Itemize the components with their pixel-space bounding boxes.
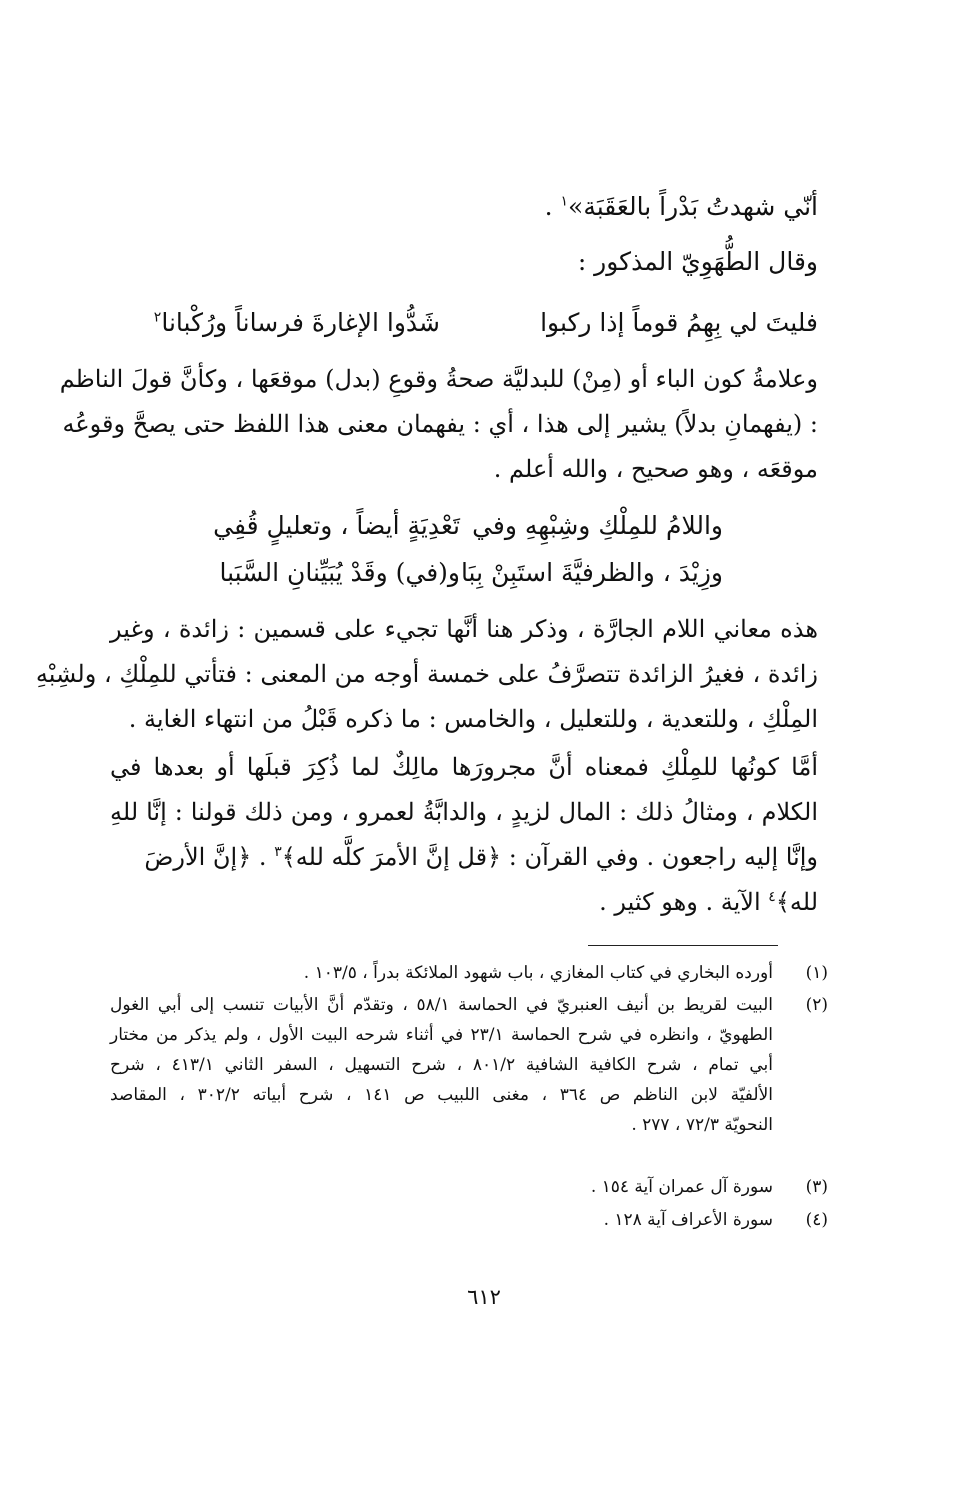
verse1-second-hemistich bbox=[110, 305, 440, 341]
footnote-line: الألفيّة لابن الناظم ص ٣٦٤ ، مغنى اللبيب ص ١٤١ ، شرح أبياته ٣٠٢/٢ ، المقاصد bbox=[110, 1085, 774, 1105]
footnote-separator bbox=[588, 945, 778, 946]
verse2-line1-left: تَعْدِيَةٍ أيضاً ، وتعليلٍ قُفِي bbox=[213, 511, 460, 540]
footnote-line: النحويّة ٧٢/٣ ، ٢٧٧ . bbox=[631, 1115, 773, 1135]
quran-quote-2-end: لله﴾ bbox=[775, 888, 818, 916]
verse1-left-text: شَدُّوا الإغارةَ فرساناً ورُكْبانا bbox=[161, 308, 440, 337]
para1-line-1: وعلامةُ كون الباء أو (مِنْ) للبدليَّة صحةُ وقوعِ (بدل) موقعَها ، وكأنَّ قولَ الناظم bbox=[59, 365, 818, 393]
text-line-1 bbox=[110, 190, 818, 224]
verse2-line2-left: و(في) وقَدْ يُبَيِّنانِ السَّبَبا bbox=[219, 558, 460, 587]
footnote-body bbox=[110, 958, 773, 988]
para2-line-1: هذه معاني اللام الجارَّة ، وذكر هنا أنَّها تجيء على قسمين : زائدة ، وغير bbox=[110, 615, 818, 643]
footnote-line: سورة الأعراف آية ١٢٨ . bbox=[603, 1210, 773, 1230]
footnote-4 bbox=[110, 1205, 828, 1235]
footnote-3 bbox=[110, 1172, 828, 1202]
para3-line-3 bbox=[110, 840, 818, 874]
para3-line-4 bbox=[110, 885, 818, 919]
footnote-body bbox=[110, 990, 773, 1140]
closing-text: الآية . وهو كثير . bbox=[599, 888, 761, 916]
footnote-line: أبي تمام ، شرح الكافية الشافية ٨٠١/٢ ، شرح التسهيل ، السفر الثاني ٤١٣/١ ، شرح bbox=[110, 1055, 773, 1075]
footnote-ref-1: ١ bbox=[560, 193, 569, 210]
quran-quote-1: وإنَّا إليه راجعون . وفي القرآن : ﴿قل إنَّ الأمرَ كلَّه لله﴾ bbox=[281, 843, 818, 871]
para1-line-3: موقعَه ، وهو صحيح ، والله أعلم . bbox=[493, 455, 818, 483]
footnote-line: أورده البخاري في كتاب المغازي ، باب شهود الملائكة بدراً ، ١٠٣/٥ . bbox=[303, 963, 773, 983]
page-number: ٦١٢ bbox=[467, 1285, 501, 1309]
para3-line-1: أمَّا كونُها للمِلْكِ فمعناه أنَّ مجرورَها مالِكٌ لما ذُكِرَ قبلَها أو بعدها في bbox=[110, 753, 818, 781]
para1-line-2: : (يفهمانِ بدلاً) يشير إلى هذا ، أي : يفهمان معنى هذا اللفظ حتى يصحَّ وقوعُه bbox=[62, 410, 818, 438]
text-line-2 bbox=[110, 245, 818, 279]
verse2-line2-right: وزِيْدَ ، والظرفيَّةَ استَبِنْ بِبَا bbox=[460, 558, 723, 587]
footnote-body bbox=[110, 1172, 773, 1202]
poet-intro-text: وقال الطُّهَوِيّ المذكور : bbox=[577, 247, 818, 276]
footnote-line: الطهويّ ، وانظره في شرح الحماسة ٢٣/١ في أثناء شرحه البيت الأول ، ولم يذكر من مختار bbox=[110, 1025, 774, 1045]
quote-end-text: أنّي شهدتُ بَدْراً بالعَقَبَة» bbox=[568, 192, 818, 221]
footnote-number: (٣) bbox=[805, 1177, 828, 1197]
para2-line-3: المِلْكِ ، وللتعدية ، وللتعليل ، والخامس : ما ذكره قَبْلُ من انتهاء الغاية . bbox=[128, 705, 818, 733]
footnote-2 bbox=[110, 990, 828, 1150]
footnote-line: سورة آل عمران آية ١٥٤ . bbox=[590, 1177, 773, 1197]
footnote-line: البيت لقريط بن أنيف العنبريّ في الحماسة ٥٨/١ ، وتقدّم أنَّ الأبيات تنسب إلى أبي الغول bbox=[110, 995, 774, 1015]
footnote-number: (٢) bbox=[805, 995, 828, 1015]
verse2-line1-right: واللامُ للمِلْكِ وشِبْهِهِ وفي bbox=[472, 511, 723, 540]
para3-line-2: الكلام ، ومثالُ ذلك : المال لزيدٍ ، والدابَّةُ لعمرو ، ومن ذلك قولنا : إنَّا للهِ bbox=[110, 798, 818, 826]
footnote-1 bbox=[110, 958, 828, 988]
footnote-ref-4: ٤ bbox=[768, 889, 776, 905]
footnote-number: (٤) bbox=[805, 1210, 828, 1230]
footnote-ref-3: ٣ bbox=[274, 844, 282, 860]
quran-quote-2-start: . ﴿إنَّ الأرضَ bbox=[144, 843, 275, 871]
para2-line-2: زائدة ، فغيرُ الزائدة تتصرَّفُ على خمسة أوجه من المعنى : فتأتي للمِلْكِ ، ولشِبْهِ bbox=[35, 660, 818, 688]
line-terminator: . bbox=[544, 192, 561, 221]
footnote-number: (١) bbox=[805, 963, 828, 983]
verse1-first-hemistich bbox=[488, 305, 818, 341]
footnote-body bbox=[110, 1205, 773, 1235]
footnote-ref-2: ٢ bbox=[153, 309, 162, 326]
verse1-right-text: فليتَ لي بِهِمُ قوماً إذا ركبوا bbox=[540, 308, 818, 337]
